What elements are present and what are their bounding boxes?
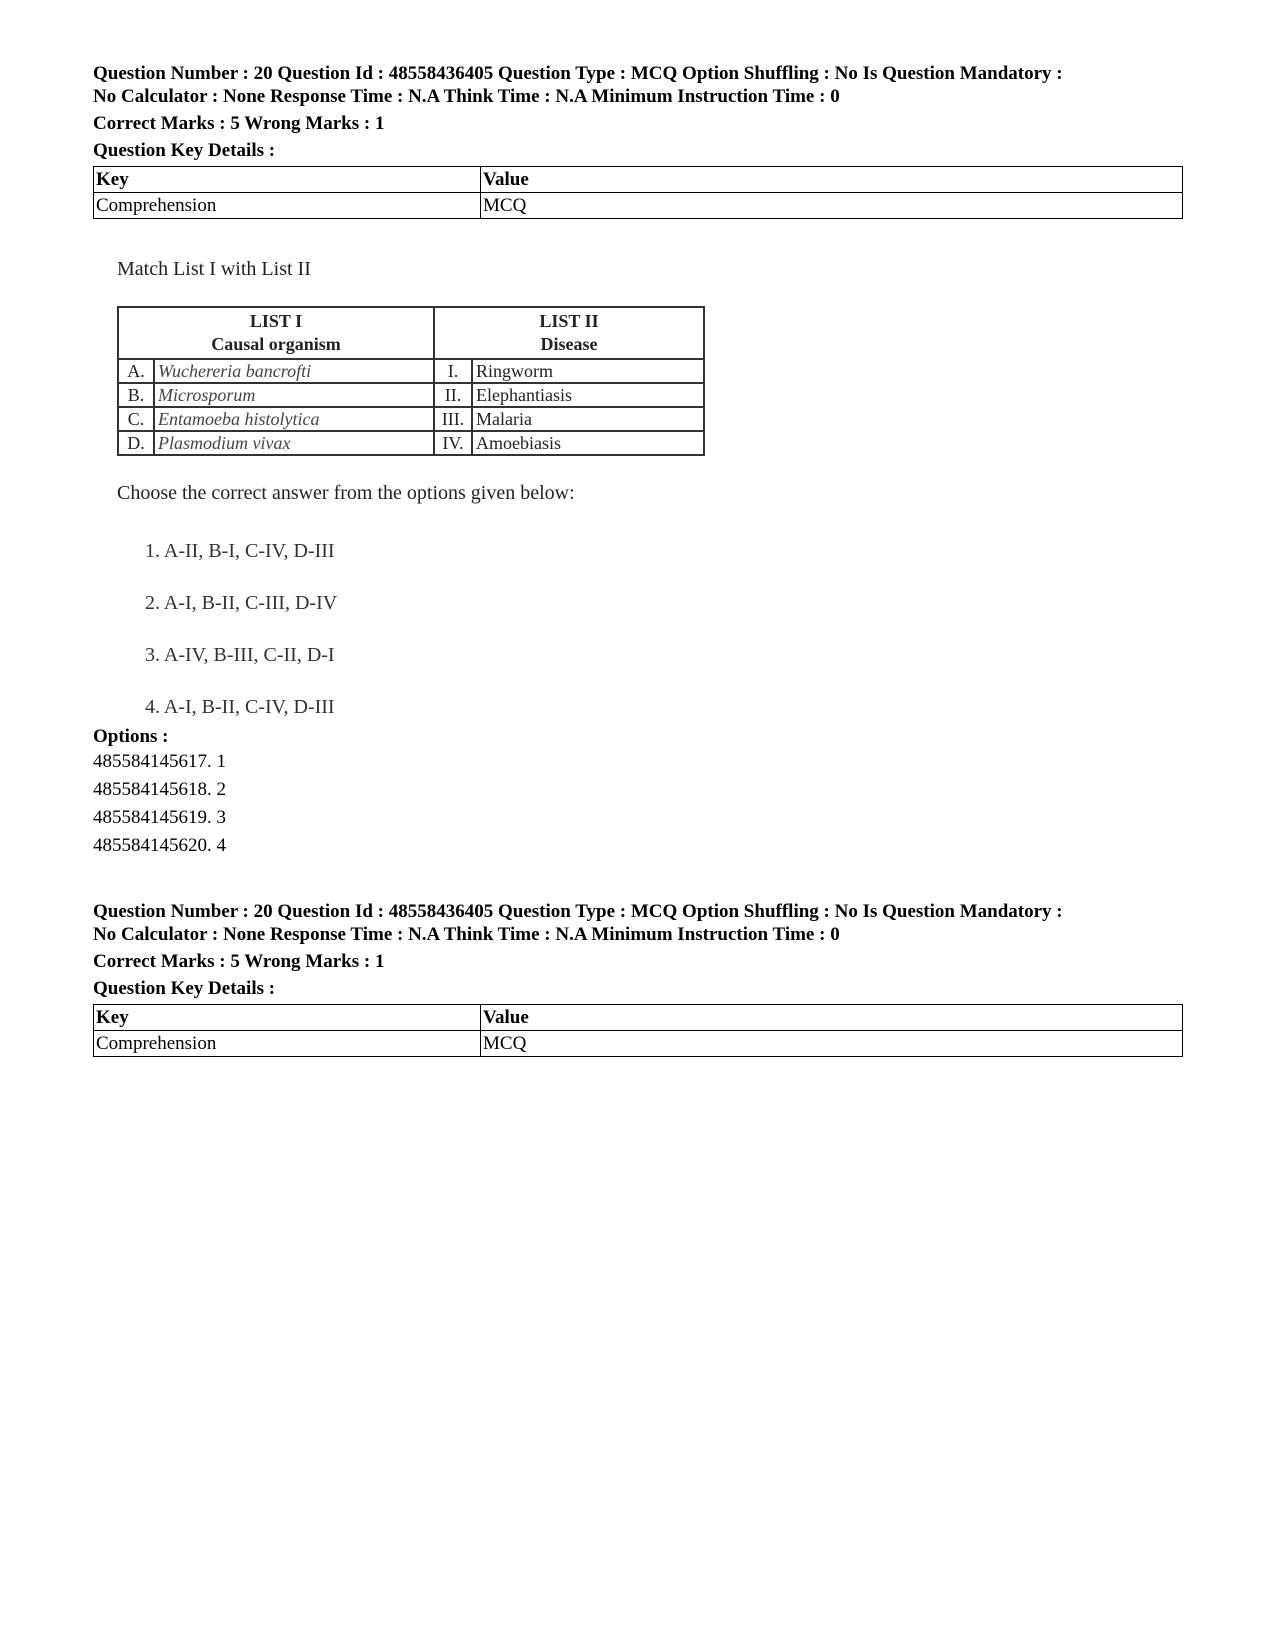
answer-choice: 4. A-I, B-II, C-IV, D-III bbox=[145, 696, 335, 718]
organism: Entamoeba histolytica bbox=[154, 407, 434, 431]
answer-choice: 3. A-IV, B-III, C-II, D-I bbox=[145, 644, 335, 666]
disease-number: I. bbox=[434, 359, 472, 383]
value-header: Value bbox=[481, 1005, 1183, 1031]
disease: Amoebiasis bbox=[472, 431, 704, 455]
value-header: Value bbox=[481, 167, 1183, 193]
disease-number: II. bbox=[434, 383, 472, 407]
meta-line-1: Question Number : 20 Question Id : 48558436405 Question Type : MCQ Option Shuffling : No Is Question Mandatory : bbox=[93, 63, 1063, 84]
answer-choice: 1. A-II, B-I, C-IV, D-III bbox=[145, 540, 335, 562]
organism: Wuchereria bancrofti bbox=[154, 359, 434, 383]
question-header bbox=[93, 62, 1183, 219]
value-cell: MCQ bbox=[481, 193, 1183, 219]
disease: Ringworm bbox=[472, 359, 704, 383]
options-title: Options : bbox=[93, 726, 169, 747]
meta-line-1: Question Number : 20 Question Id : 48558436405 Question Type : MCQ Option Shuffling : No Is Question Mandatory : bbox=[93, 901, 1063, 922]
question-header-repeat bbox=[93, 900, 1183, 1057]
answer-choice: 2. A-I, B-II, C-III, D-IV bbox=[145, 592, 338, 614]
disease: Malaria bbox=[472, 407, 704, 431]
value-cell: MCQ bbox=[481, 1031, 1183, 1057]
option-item: 485584145617. 1 bbox=[93, 751, 226, 772]
meta-line-2: No Calculator : None Response Time : N.A Think Time : N.A Minimum Instruction Time : 0 bbox=[93, 86, 840, 107]
row-label: D. bbox=[118, 431, 154, 455]
row-label: A. bbox=[118, 359, 154, 383]
table-header-row bbox=[94, 167, 1183, 193]
options-section bbox=[93, 726, 1183, 860]
option-item: 485584145619. 3 bbox=[93, 807, 226, 828]
organism: Plasmodium vivax bbox=[154, 431, 434, 455]
match-row bbox=[118, 407, 704, 431]
match-table bbox=[117, 306, 705, 456]
disease-number: III. bbox=[434, 407, 472, 431]
match-row bbox=[118, 431, 704, 455]
marks-line: Correct Marks : 5 Wrong Marks : 1 bbox=[93, 951, 385, 972]
table-header-row bbox=[94, 1005, 1183, 1031]
list2-header bbox=[434, 307, 704, 359]
list1-title: LIST I bbox=[249, 311, 303, 331]
key-cell: Comprehension bbox=[94, 193, 481, 219]
key-details-table bbox=[93, 166, 1183, 219]
key-details-table bbox=[93, 1004, 1183, 1057]
question-meta bbox=[93, 900, 1183, 946]
table-row bbox=[94, 193, 1183, 219]
organism: Microsporum bbox=[154, 383, 434, 407]
marks-line: Correct Marks : 5 Wrong Marks : 1 bbox=[93, 113, 385, 134]
row-label: B. bbox=[118, 383, 154, 407]
question-prompt: Match List I with List II bbox=[117, 258, 311, 280]
answer-choices bbox=[117, 525, 717, 733]
options-list bbox=[93, 748, 1183, 860]
list2-subtitle: Disease bbox=[540, 334, 598, 354]
table-row bbox=[94, 1031, 1183, 1057]
question-body bbox=[117, 258, 717, 733]
question-meta bbox=[93, 62, 1183, 108]
option-item: 485584145620. 4 bbox=[93, 835, 226, 856]
option-item: 485584145618. 2 bbox=[93, 779, 226, 800]
key-header: Key bbox=[94, 167, 481, 193]
match-row bbox=[118, 383, 704, 407]
key-cell: Comprehension bbox=[94, 1031, 481, 1057]
list2-title: LIST II bbox=[539, 311, 599, 331]
meta-line-2: No Calculator : None Response Time : N.A Think Time : N.A Minimum Instruction Time : 0 bbox=[93, 924, 840, 945]
match-row bbox=[118, 359, 704, 383]
key-details-title: Question Key Details : bbox=[93, 140, 276, 161]
disease: Elephantiasis bbox=[472, 383, 704, 407]
match-header-row bbox=[118, 307, 704, 359]
choose-instruction: Choose the correct answer from the options given below: bbox=[117, 482, 575, 504]
key-header: Key bbox=[94, 1005, 481, 1031]
row-label: C. bbox=[118, 407, 154, 431]
list1-subtitle: Causal organism bbox=[211, 334, 341, 354]
key-details-title: Question Key Details : bbox=[93, 978, 276, 999]
list1-header bbox=[118, 307, 434, 359]
disease-number: IV. bbox=[434, 431, 472, 455]
